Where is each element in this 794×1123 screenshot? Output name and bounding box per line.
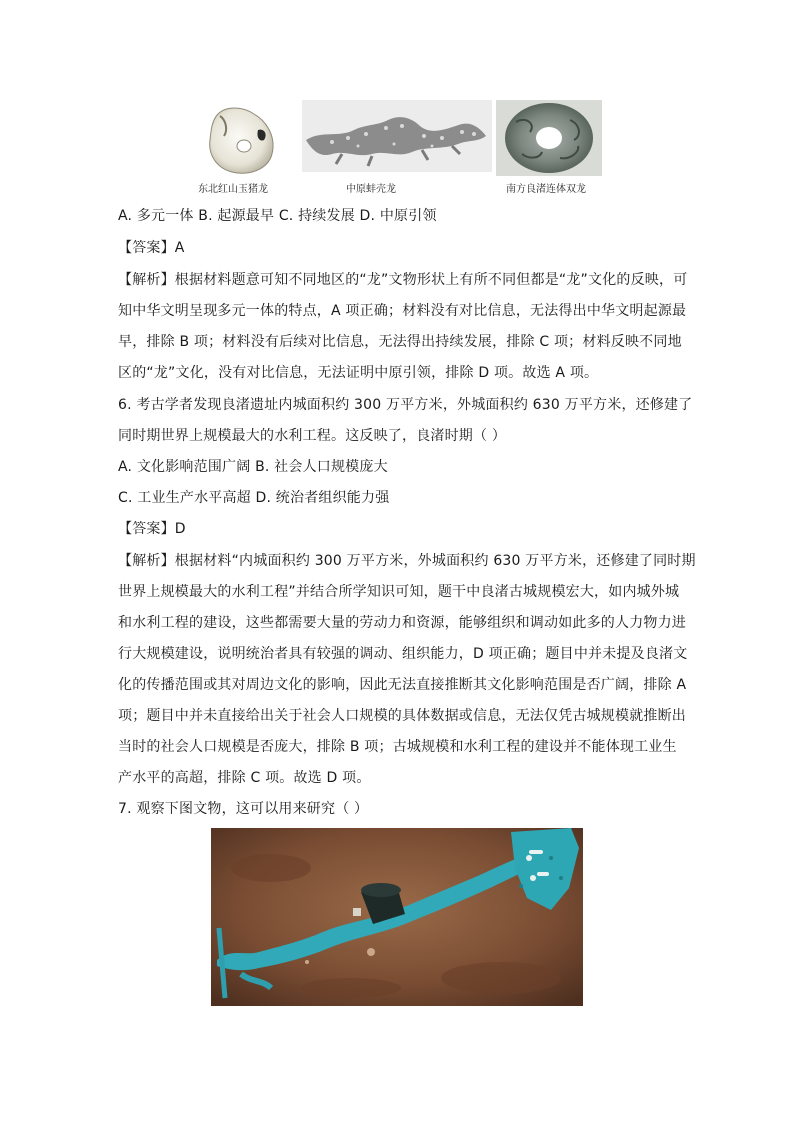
figure-conjoined-double-dragon <box>496 100 604 195</box>
q6-analysis-line: 当时的社会人口规模是否庞大，排除 B 项；古城规模和水利工程的建设并不能体现工业生 <box>118 739 677 755</box>
q6-stem-line: 6. 考古学者发现良渚遗址内城面积约 300 万平方米，外城面积约 630 万平方米，还修建了 <box>118 397 693 413</box>
q6-analysis-line: 【解析】根据材料“内城面积约 300 万平方米，外城面积约 630 万平方米，还修建了同时期 <box>118 553 696 569</box>
q6-analysis-line: 化的传播范围或其对周边文化的影响，因此无法直接推断其文化影响范围是否广阔，排除 A <box>118 677 687 693</box>
q5-options: A. 多元一体 B. 起源最早 C. 持续发展 D. 中原引领 <box>118 208 437 224</box>
clamshell-dragon-image <box>302 100 492 172</box>
q6-options-line: A. 文化影响范围广阔 B. 社会人口规模庞大 <box>118 459 388 475</box>
figure-caption: 南方良渚连体双龙 <box>506 184 586 195</box>
q6-analysis-line: 项；题目中并未直接给出关于社会人口规模的具体数据或信息，无法仅凭古城规模就推断出 <box>118 708 686 724</box>
q6-stem-line: 同时期世界上规模最大的水利工程。这反映了，良渚时期（ ） <box>118 428 507 444</box>
figure-caption: 中原蚌壳龙 <box>346 184 396 195</box>
figure-jade-pig-dragon <box>198 100 284 195</box>
figure-clamshell-dragon <box>302 100 486 195</box>
q6-analysis-line: 世界上规模最大的水利工程”并结合所学知识可知，题干中良渚古城规模宏大，如内城外城 <box>118 584 680 600</box>
q6-analysis-line: 产水平的高超，排除 C 项。故选 D 项。 <box>118 770 371 786</box>
q5-answer: 【答案】A <box>118 240 185 256</box>
q5-analysis-line: 早，排除 B 项；材料没有后续对比信息，无法得出持续发展，排除 C 项；材料反映不同地 <box>118 334 682 350</box>
q6-analysis-line: 行大规模建设，说明统治者具有较强的调动、组织能力，D 项正确；题目中并未提及良渚文 <box>118 646 688 662</box>
q6-analysis-line: 和水利工程的建设，这些都需要大量的劳动力和资源，能够组织和调动如此多的人力物力进 <box>118 615 686 631</box>
q6-answer: 【答案】D <box>118 521 186 537</box>
turquoise-dragon-artifact-photo <box>211 828 583 1006</box>
figure-caption: 东北红山玉猪龙 <box>198 184 268 195</box>
q5-analysis-line: 【解析】根据材料题意可知不同地区的“龙”文物形状上有所不同但都是“龙”文化的反映，可 <box>118 272 688 288</box>
q5-analysis-line: 区的“龙”文化，没有对比信息，无法证明中原引领，排除 D 项。故选 A 项。 <box>118 365 599 381</box>
q5-analysis-line: 知中华文明呈现多元一体的特点，A 项正确；材料没有对比信息，无法得出中华文明起源最 <box>118 303 687 319</box>
q7-stem: 7. 观察下图文物，这可以用来研究（ ） <box>118 801 369 817</box>
jade-pig-dragon-image <box>198 100 284 178</box>
conjoined-double-dragon-image <box>496 100 602 176</box>
dragon-figures-row <box>190 100 604 195</box>
q6-options-line: C. 工业生产水平高超 D. 统治者组织能力强 <box>118 490 390 506</box>
